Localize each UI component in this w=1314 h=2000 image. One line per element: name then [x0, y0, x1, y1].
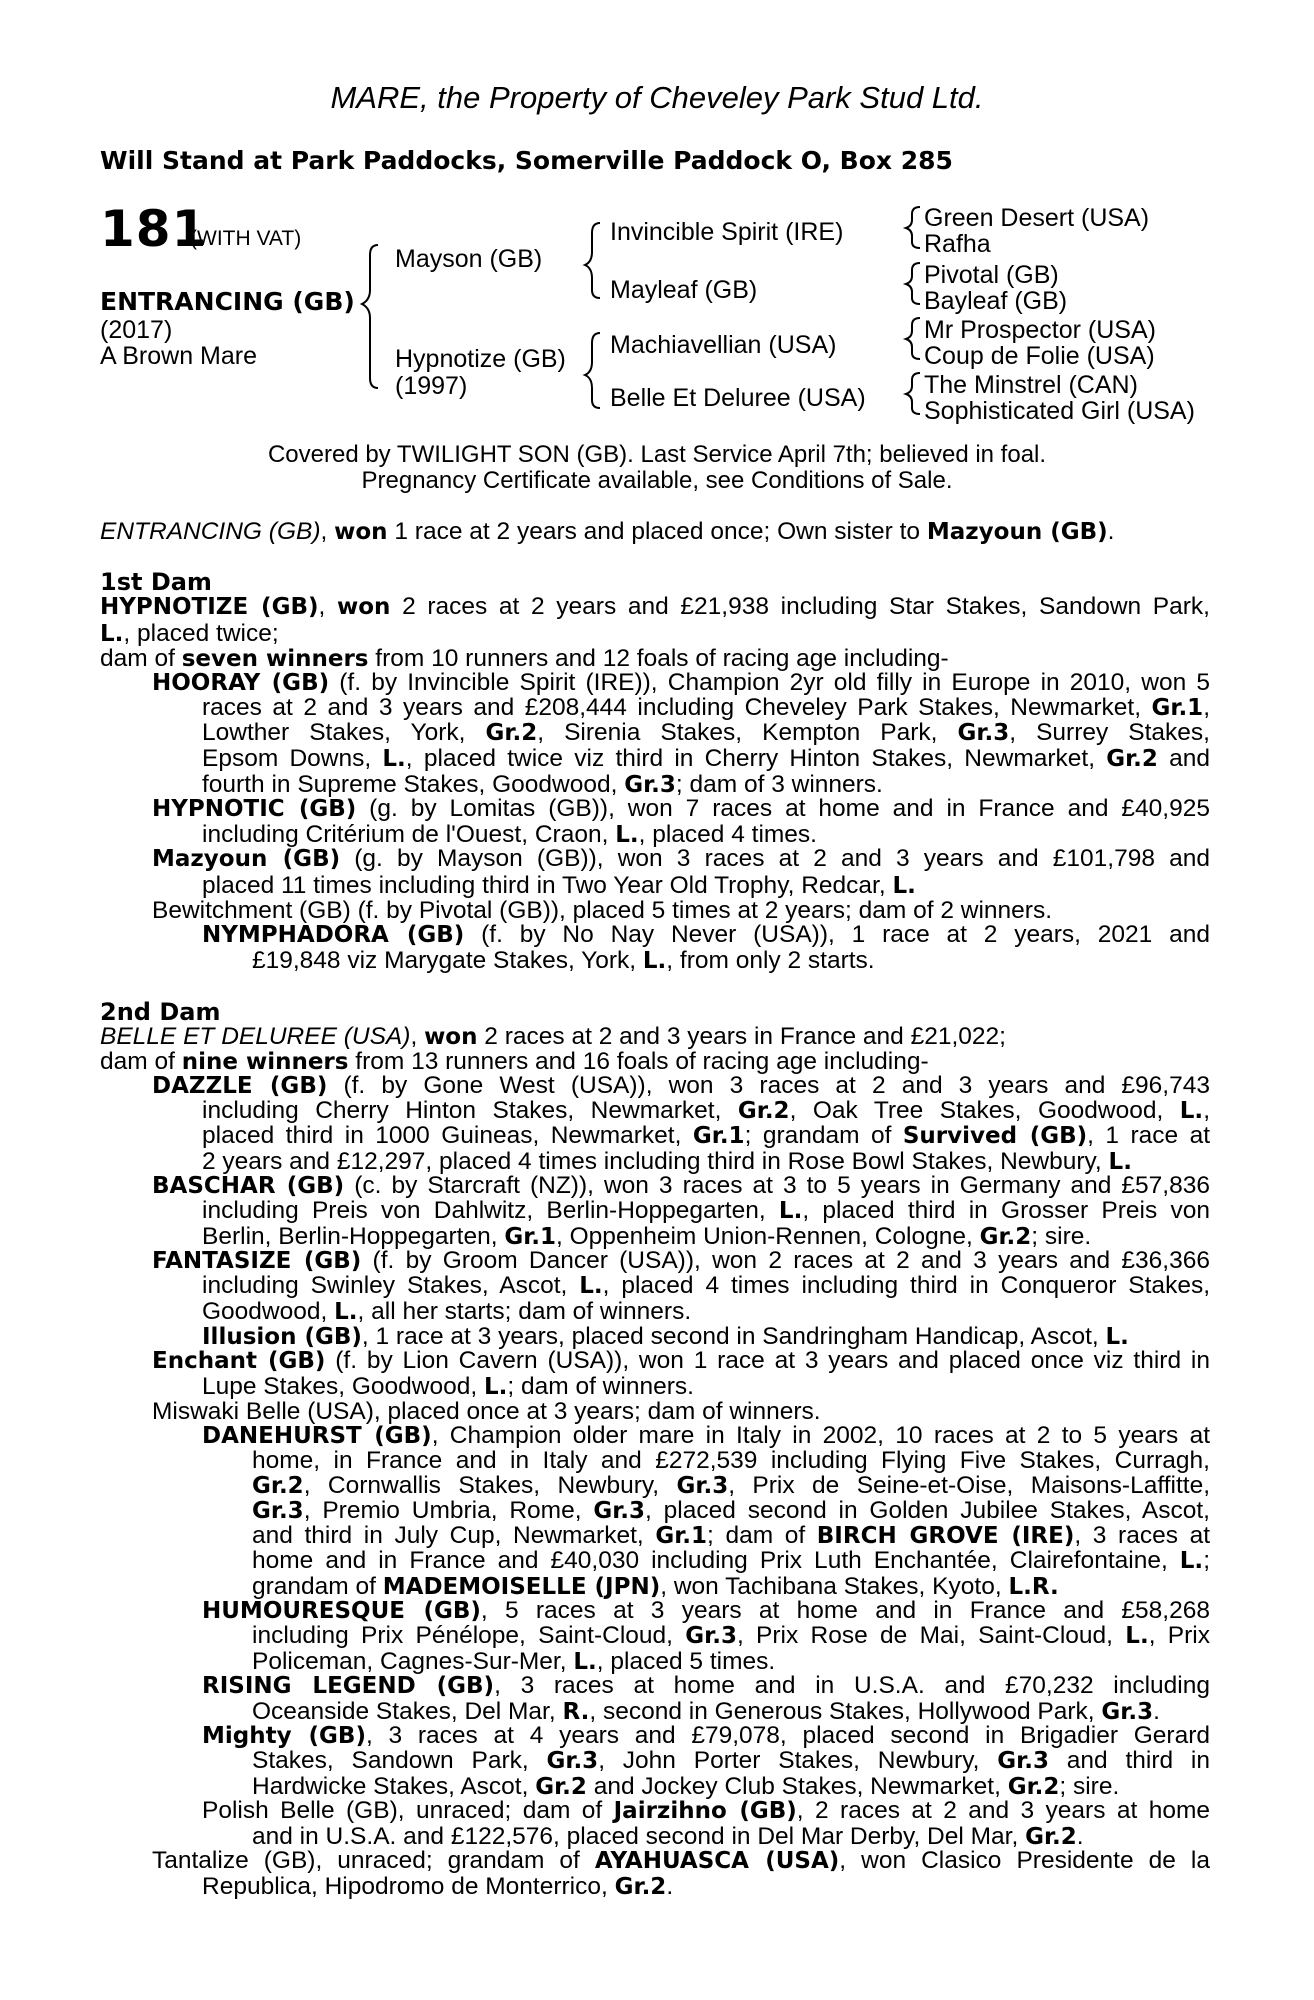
second-dam-line: Lupe Stakes, Goodwood, L.; dam of winners.: [202, 1373, 694, 1400]
first-dam-line: including Critérium de l'Ouest, Craon, L., placed 4 times.: [202, 821, 817, 848]
brace-main: [362, 245, 378, 388]
brace-dam: [585, 333, 600, 408]
sire-sire: Invincible Spirit (IRE): [610, 218, 844, 246]
second-dam-line: Hardwicke Stakes, Ascot, Gr.2 and Jockey Club Stakes, Newmarket, Gr.2; sire.: [252, 1773, 1120, 1800]
first-dam-line: Bewitchment (GB) (f. by Pivotal (GB)), placed 5 times at 2 years; dam of 2 winners.: [152, 897, 1053, 924]
second-dam-line: Illusion (GB), 1 race at 3 years, placed second in Sandringham Handicap, Ascot, L.: [202, 1323, 1129, 1350]
first-dam-line: HYPNOTIZE (GB), won 2 races at 2 years and £21,938 including Star Stakes, Sandown Park,: [100, 594, 1210, 620]
horse-description: A Brown Mare: [100, 342, 258, 370]
first-dam-line: races at 2 and 3 years and £208,444 including Cheveley Park Stakes, Newmarket, Gr.1,: [202, 695, 1210, 721]
second-dam-line: Gr.2, Cornwallis Stakes, Newbury, Gr.3, Prix de Seine-et-Oise, Maisons-Laffitte,: [252, 1473, 1210, 1499]
first-dam-heading: 1st Dam: [100, 568, 212, 596]
second-dam-line: 2 years and £12,297, placed 4 times including third in Rose Bowl Stakes, Newbury, L.: [202, 1148, 1132, 1175]
first-dam-line: L., placed twice;: [100, 620, 279, 647]
first-dam-line: placed 11 times including third in Two Year Old Trophy, Redcar, L.: [202, 872, 916, 899]
second-dam-line: Goodwood, L., all her starts; dam of winners.: [202, 1298, 692, 1325]
stand-location: Will Stand at Park Paddocks, Somerville Paddock O, Box 285: [100, 146, 953, 175]
second-dam-line: Polish Belle (GB), unraced; dam of Jairzihno (GB), 2 races at 2 and 3 years at home: [202, 1798, 1210, 1824]
grandsire-7: The Minstrel (CAN): [924, 371, 1138, 399]
covered-line-2: Pregnancy Certificate available, see Conditions of Sale.: [361, 467, 953, 494]
grandsire-8: Sophisticated Girl (USA): [924, 397, 1195, 425]
second-dam-line: and in U.S.A. and £122,576, placed second in Del Mar Derby, Del Mar, Gr.2.: [252, 1823, 1084, 1850]
first-dam-line: dam of seven winners from 10 runners and 12 foals of racing age including-: [100, 645, 949, 672]
intro-name: ENTRANCING (GB): [100, 518, 321, 545]
first-dam-line: HOORAY (GB) (f. by Invincible Spirit (IRE)), Champion 2yr old filly in Europe in 2010, won 5: [152, 670, 1210, 696]
second-dam-line: RISING LEGEND (GB), 3 races at home and in U.S.A. and £70,232 including: [202, 1673, 1210, 1699]
first-dam-line: Mazyoun (GB) (g. by Mayson (GB)), won 3 races at 2 and 3 years and £101,798 and: [152, 846, 1210, 872]
brace-g12: [906, 207, 920, 248]
second-dam-line: including Cherry Hinton Stakes, Newmarket, Gr.2, Oak Tree Stakes, Goodwood, L.,: [202, 1098, 1210, 1124]
first-dam-line: fourth in Supreme Stakes, Goodwood, Gr.3; dam of 3 winners.: [202, 771, 883, 798]
grandsire-6: Coup de Folie (USA): [924, 342, 1155, 370]
second-dam-line: grandam of MADEMOISELLE (JPN), won Tachibana Stakes, Kyoto, L.R.: [252, 1573, 1059, 1600]
second-dam-line: including Swinley Stakes, Ascot, L., placed 4 times including third in Conqueror Stakes,: [202, 1273, 1210, 1299]
second-dam-line: Enchant (GB) (f. by Lion Cavern (USA)), won 1 race at 3 years and placed once viz third in: [152, 1348, 1210, 1374]
second-dam-line: Miswaki Belle (USA), placed once at 3 years; dam of winners.: [152, 1398, 821, 1425]
covered-line-1: Covered by TWILIGHT SON (GB). Last Service April 7th; believed in foal.: [267, 441, 1047, 468]
brace-g56: [906, 318, 920, 359]
second-dam-line: Oceanside Stakes, Del Mar, R., second in Generous Stakes, Hollywood Park, Gr.3.: [252, 1698, 1160, 1725]
first-dam-line: Lowther Stakes, York, Gr.2, Sirenia Stakes, Kempton Park, Gr.3, Surrey Stakes,: [202, 720, 1210, 746]
dam-dam: Belle Et Deluree (USA): [610, 384, 866, 412]
second-dam-line: placed third in 1000 Guineas, Newmarket, Gr.1; grandam of Survived (GB), 1 race at: [202, 1123, 1210, 1149]
second-dam-line: home and in France and £40,030 including Prix Luth Enchantée, Clairefontaine, L.;: [252, 1548, 1210, 1574]
first-dam-line: NYMPHADORA (GB) (f. by No Nay Never (USA)), 1 race at 2 years, 2021 and: [202, 922, 1210, 948]
second-dam-line: Berlin, Berlin-Hoppegarten, Gr.1, Oppenheim Union-Rennen, Cologne, Gr.2; sire.: [202, 1223, 1092, 1250]
second-dam-line: home, in France and in Italy and £272,539 including Flying Five Stakes, Curragh,: [252, 1448, 1210, 1474]
vat-note: (WITH VAT): [190, 227, 302, 250]
grandsire-2: Rafha: [924, 230, 991, 258]
first-dam-line: Epsom Downs, L., placed twice viz third in Cherry Hinton Stakes, Newmarket, Gr.2 and: [202, 746, 1210, 772]
second-dam-line: dam of nine winners from 13 runners and 16 foals of racing age including-: [100, 1048, 929, 1075]
second-dam-line: Mighty (GB), 3 races at 4 years and £79,078, placed second in Brigadier Gerard: [202, 1723, 1210, 1749]
second-dam-line: including Prix Pénélope, Saint-Cloud, Gr.3, Prix Rose de Mai, Saint-Cloud, L., Prix: [252, 1623, 1210, 1649]
intro-sister: Mazyoun (GB): [926, 519, 1108, 545]
grandsire-3: Pivotal (GB): [924, 261, 1059, 289]
page-title: MARE, the Property of Cheveley Park Stud Ltd.: [330, 80, 984, 115]
horse-year: (2017): [100, 316, 173, 344]
first-dam-line: HYPNOTIC (GB) (g. by Lomitas (GB)), won 7 races at home and in France and £40,925: [152, 796, 1210, 822]
dam-year: (1997): [395, 372, 468, 400]
grandsire-1: Green Desert (USA): [924, 204, 1150, 232]
lot-number: 181: [100, 200, 208, 258]
second-dam-line: DANEHURST (GB), Champion older mare in Italy in 2002, 10 races at 2 to 5 years at: [202, 1423, 1210, 1449]
first-dam-line: £19,848 viz Marygate Stakes, York, L., from only 2 starts.: [252, 947, 875, 974]
second-dam-line: Tantalize (GB), unraced; grandam of AYAHUASCA (USA), won Clasico Presidente de la: [152, 1848, 1210, 1874]
sire: Mayson (GB): [395, 245, 543, 273]
brace-sire: [585, 223, 600, 298]
second-dam-line: Gr.3, Premio Umbria, Rome, Gr.3, placed second in Golden Jubilee Stakes, Ascot,: [252, 1498, 1210, 1524]
second-dam-line: DAZZLE (GB) (f. by Gone West (USA)), won 3 races at 2 and 3 years and £96,743: [152, 1073, 1210, 1099]
second-dam-line: and third in July Cup, Newmarket, Gr.1; dam of BIRCH GROVE (IRE), 3 races at: [252, 1523, 1210, 1549]
second-dam-line: BELLE ET DELUREE (USA), won 2 races at 2 and 3 years in France and £21,022;: [100, 1023, 1006, 1050]
brace-g78: [906, 373, 920, 414]
second-dam-line: Policeman, Cagnes-Sur-Mer, L., placed 5 times.: [252, 1648, 776, 1675]
dam: Hypnotize (GB): [395, 345, 566, 373]
grandsire-5: Mr Prospector (USA): [924, 316, 1156, 344]
second-dam-heading: 2nd Dam: [100, 998, 221, 1026]
second-dam-line: including Preis von Dahlwitz, Berlin-Hoppegarten, L., placed third in Grosser Preis von: [202, 1198, 1210, 1224]
dam-sire: Machiavellian (USA): [610, 331, 837, 359]
second-dam-line: BASCHAR (GB) (c. by Starcraft (NZ)), won 3 races at 3 to 5 years in Germany and £57,836: [152, 1173, 1210, 1199]
second-dam-line: Stakes, Sandown Park, Gr.3, John Porter Stakes, Newbury, Gr.3 and third in: [252, 1748, 1210, 1774]
horse-name: ENTRANCING (GB): [100, 287, 355, 316]
intro-won: won: [334, 519, 388, 545]
intro-line: ENTRANCING (GB), won 1 race at 2 years and placed once; Own sister to Mazyoun (GB).: [100, 518, 1115, 545]
sire-dam: Mayleaf (GB): [610, 276, 758, 304]
second-dam-line: Republica, Hipodromo de Monterrico, Gr.2.: [202, 1873, 674, 1900]
grandsire-4: Bayleaf (GB): [924, 287, 1068, 315]
brace-g34: [906, 263, 920, 304]
second-dam-line: HUMOURESQUE (GB), 5 races at 3 years at home and in France and £58,268: [202, 1598, 1210, 1624]
second-dam-line: FANTASIZE (GB) (f. by Groom Dancer (USA)), won 2 races at 2 and 3 years and £36,366: [152, 1248, 1210, 1274]
